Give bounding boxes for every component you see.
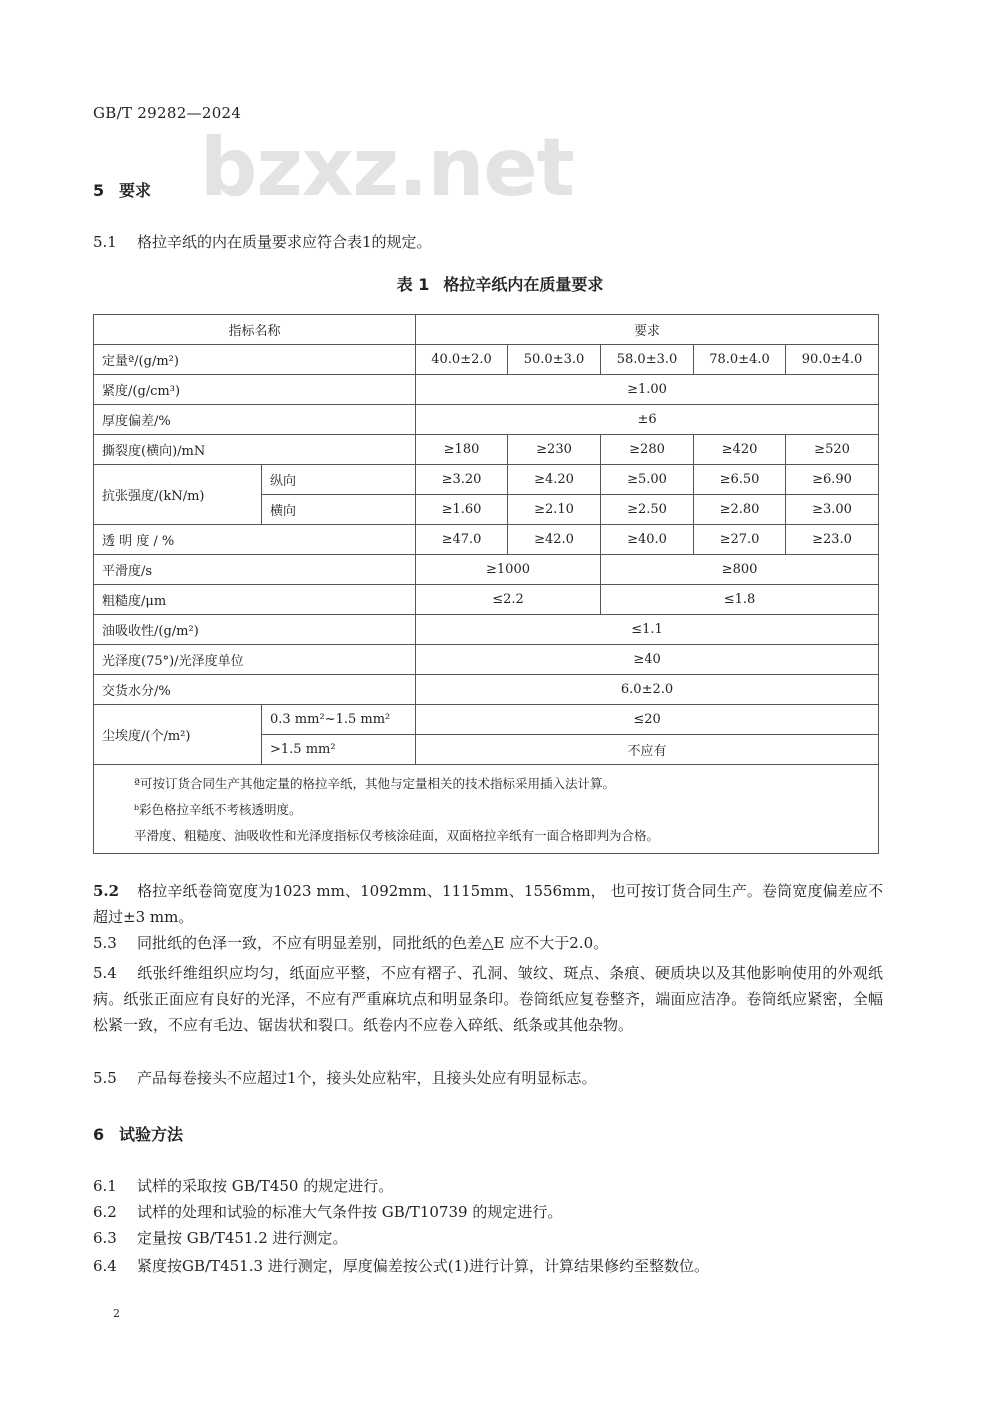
clause-text: 试样的采取按 GB/T450 的规定进行。 bbox=[137, 1177, 394, 1195]
cell-value: ≥4.20 bbox=[508, 465, 601, 495]
clause-number: 6.1 bbox=[93, 1177, 117, 1195]
cell-value: ≥3.20 bbox=[416, 465, 508, 495]
clause-text: 定量按 GB/T451.2 进行测定。 bbox=[137, 1229, 348, 1247]
section-number: 5 bbox=[93, 181, 105, 200]
clause-text: 紧度按GB/T451.3 进行测定，厚度偏差按公式(1)进行计算，计算结果修约至整数位。 bbox=[137, 1257, 710, 1275]
cell-value: ≤20 bbox=[416, 705, 879, 735]
row-label: 平滑度/s bbox=[94, 555, 416, 585]
row-label: 粗糙度/μm bbox=[94, 585, 416, 615]
cell-value: ≥23.0 bbox=[786, 525, 879, 555]
cell-value: 90.0±4.0 bbox=[786, 345, 879, 375]
clause-text: 格拉辛纸的内在质量要求应符合表1的规定。 bbox=[137, 233, 432, 251]
clause-number: 6.3 bbox=[93, 1229, 117, 1247]
cell-value: ≥2.50 bbox=[601, 495, 694, 525]
table-header-row bbox=[94, 315, 879, 345]
clause-text: 纸张纤维组织应均匀，纸面应平整，不应有褶子、孔洞、皱纹、斑点、条痕、硬质块以及其他影响使用的外观纸病。纸张正面应有良好的光泽，不应有严重麻坑点和明显条印。卷筒纸应复卷整齐，端面应洁净。卷筒纸应紧密，全幅松紧一致，不应有毛边、锯齿状和裂口。纸卷内不应卷入碎纸、纸条或其他杂物。 bbox=[93, 964, 883, 1034]
row-label: 油吸收性/(g/m²) bbox=[94, 615, 416, 645]
cell-value: ≥230 bbox=[508, 435, 601, 465]
clause-5-4 bbox=[93, 960, 883, 1038]
cell-value: ≤1.1 bbox=[416, 615, 879, 645]
watermark: bzxz.net bbox=[200, 121, 574, 214]
cell-value: 40.0±2.0 bbox=[416, 345, 508, 375]
cell-value: ≥47.0 bbox=[416, 525, 508, 555]
row-label: 光泽度(75°)/光泽度单位 bbox=[94, 645, 416, 675]
row-gloss bbox=[94, 645, 879, 675]
header-indicator-name: 指标名称 bbox=[94, 315, 416, 345]
row-transparency bbox=[94, 525, 879, 555]
table-title: 格拉辛纸内在质量要求 bbox=[443, 275, 604, 294]
table-caption bbox=[0, 272, 1000, 295]
cell-value: ≤1.8 bbox=[601, 585, 879, 615]
table-number: 表 1 bbox=[396, 275, 430, 294]
cell-value: ≥2.10 bbox=[508, 495, 601, 525]
cell-value: ≤2.2 bbox=[416, 585, 601, 615]
clause-6-4 bbox=[93, 1253, 709, 1279]
clause-number: 6.4 bbox=[93, 1257, 117, 1275]
row-label: 厚度偏差/% bbox=[94, 405, 416, 435]
clause-5-3 bbox=[93, 930, 608, 956]
clause-number: 5.5 bbox=[93, 1069, 117, 1087]
row-roughness bbox=[94, 585, 879, 615]
clause-5-1 bbox=[93, 229, 432, 255]
clause-text: 格拉辛纸卷筒宽度为1023 mm、1092mm、1115mm、1556mm， 也可按订货合同生产。卷筒宽度偏差应不超过±3 mm。 bbox=[93, 882, 883, 926]
row-label: 透 明 度 / % bbox=[94, 525, 416, 555]
quality-requirements-table bbox=[93, 314, 879, 854]
cell-value: 58.0±3.0 bbox=[601, 345, 694, 375]
row-thickness-deviation bbox=[94, 405, 879, 435]
cell-value: ≥2.80 bbox=[694, 495, 786, 525]
row-oil-absorption bbox=[94, 615, 879, 645]
cell-value: ≥520 bbox=[786, 435, 879, 465]
row-dirt-small bbox=[94, 705, 879, 735]
cell-value: ≥3.00 bbox=[786, 495, 879, 525]
clause-number: 5.1 bbox=[93, 233, 117, 251]
section-5-heading bbox=[93, 178, 151, 201]
cell-value: 50.0±3.0 bbox=[508, 345, 601, 375]
cell-value: ≥42.0 bbox=[508, 525, 601, 555]
clause-text: 同批纸的色泽一致，不应有明显差别，同批纸的色差△E 应不大于2.0。 bbox=[137, 934, 609, 952]
cell-value: ≥40.0 bbox=[601, 525, 694, 555]
row-density bbox=[94, 375, 879, 405]
cell-value: ≥280 bbox=[601, 435, 694, 465]
clause-6-2 bbox=[93, 1199, 562, 1225]
cell-value: ≥1000 bbox=[416, 555, 601, 585]
table-notes-row bbox=[94, 765, 879, 854]
row-label: 抗张强度/(kN/m) bbox=[94, 465, 262, 525]
sub-label: >1.5 mm² bbox=[262, 735, 416, 765]
cell-value: ≥420 bbox=[694, 435, 786, 465]
clause-number: 5.4 bbox=[93, 964, 117, 982]
cell-value: 78.0±4.0 bbox=[694, 345, 786, 375]
row-smoothness bbox=[94, 555, 879, 585]
cell-value: ≥180 bbox=[416, 435, 508, 465]
cell-value: ≥27.0 bbox=[694, 525, 786, 555]
sub-label: 纵向 bbox=[262, 465, 416, 495]
row-tensile-md bbox=[94, 465, 879, 495]
cell-value: ≥6.50 bbox=[694, 465, 786, 495]
cell-value: ≥1.00 bbox=[416, 375, 879, 405]
clause-5-5 bbox=[93, 1065, 597, 1091]
clause-5-2 bbox=[93, 878, 883, 930]
sub-label: 横向 bbox=[262, 495, 416, 525]
section-6-heading bbox=[93, 1122, 183, 1145]
table-note: ᵇ彩色格拉辛纸不考核透明度。 bbox=[134, 802, 302, 817]
cell-value: ≥800 bbox=[601, 555, 879, 585]
standard-code: GB/T 29282—2024 bbox=[93, 104, 242, 122]
table-notes bbox=[94, 765, 879, 854]
cell-value: ≥5.00 bbox=[601, 465, 694, 495]
row-label: 交货水分/% bbox=[94, 675, 416, 705]
section-title: 试验方法 bbox=[119, 1125, 184, 1144]
cell-value: ±6 bbox=[416, 405, 879, 435]
row-label: 撕裂度(横向)/mN bbox=[94, 435, 416, 465]
clause-6-1 bbox=[93, 1173, 393, 1199]
sub-label: 0.3 mm²~1.5 mm² bbox=[262, 705, 416, 735]
clause-number: 5.2 bbox=[93, 882, 120, 900]
cell-value: 不应有 bbox=[416, 735, 879, 765]
clause-number: 5.3 bbox=[93, 934, 117, 952]
cell-value: ≥6.90 bbox=[786, 465, 879, 495]
table-note: 平滑度、粗糙度、油吸收性和光泽度指标仅考核涂硅面，双面格拉辛纸有一面合格即判为合格。 bbox=[134, 828, 660, 843]
row-tear bbox=[94, 435, 879, 465]
header-requirement: 要求 bbox=[416, 315, 879, 345]
cell-value: ≥1.60 bbox=[416, 495, 508, 525]
row-moisture bbox=[94, 675, 879, 705]
clause-number: 6.2 bbox=[93, 1203, 117, 1221]
clause-text: 产品每卷接头不应超过1个，接头处应粘牢，且接头处应有明显标志。 bbox=[137, 1069, 597, 1087]
row-label: 定量ª/(g/m²) bbox=[94, 345, 416, 375]
cell-value: ≥40 bbox=[416, 645, 879, 675]
row-basis-weight bbox=[94, 345, 879, 375]
row-label: 尘埃度/(个/m²) bbox=[94, 705, 262, 765]
table-note: ª可按订货合同生产其他定量的格拉辛纸，其他与定量相关的技术指标采用插入法计算。 bbox=[134, 776, 615, 791]
section-number: 6 bbox=[93, 1125, 105, 1144]
section-title: 要求 bbox=[119, 181, 152, 200]
clause-text: 试样的处理和试验的标准大气条件按 GB/T10739 的规定进行。 bbox=[137, 1203, 563, 1221]
clause-6-3 bbox=[93, 1225, 348, 1251]
page-number: 2 bbox=[113, 1307, 120, 1320]
row-label: 紧度/(g/cm³) bbox=[94, 375, 416, 405]
cell-value: 6.0±2.0 bbox=[416, 675, 879, 705]
